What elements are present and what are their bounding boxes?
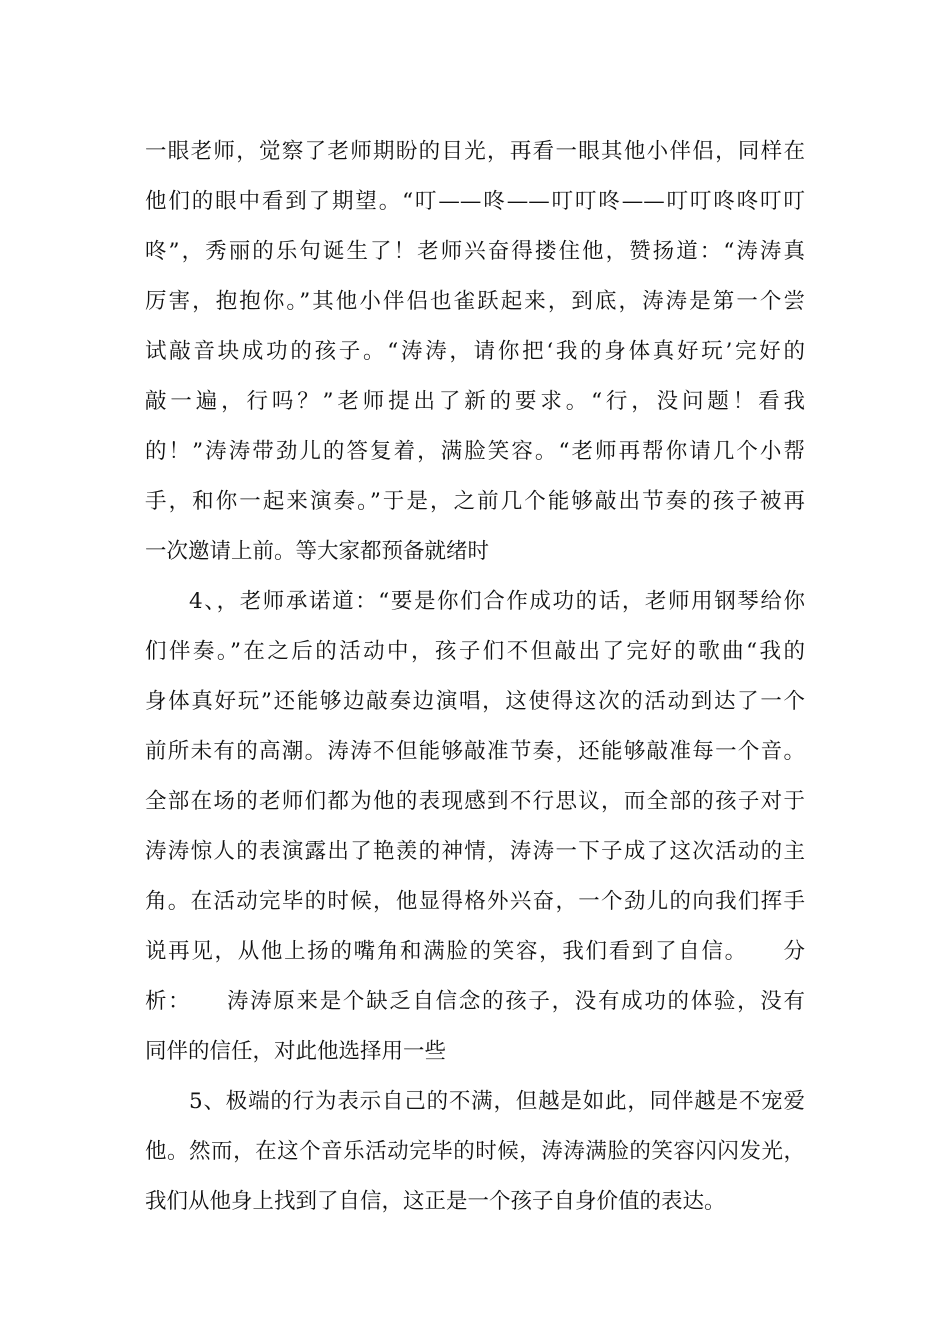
text-line: 一眼老师，觉察了老师期盼的目光，再看一眼其他小伴侣，同样在 — [145, 139, 805, 164]
paragraph-3 — [145, 1077, 805, 1227]
text-line: 他。然而，在这个音乐活动完毕的时候，涛涛满脸的笑容闪闪发光， — [145, 1139, 805, 1164]
text-line: 的！”涛涛带劲儿的答复着，满脸笑容。“老师再帮你请几个小帮 — [145, 439, 805, 464]
text-line: 身体真好玩”还能够边敲奏边演唱，这使得这次的活动到达了一个 — [145, 689, 805, 714]
text-line: 涛涛惊人的表演露出了艳羡的神情，涛涛一下子成了这次活动的主 — [145, 839, 805, 864]
paragraph-2 — [145, 577, 805, 1077]
text-line: 5、极端的行为表示自己的不满，但越是如此，同伴越是不宠爱 — [189, 1089, 805, 1114]
text-line: 们伴奏。”在之后的活动中，孩子们不但敲出了完好的歌曲“我的 — [145, 639, 805, 664]
text-line: 说再见，从他上扬的嘴角和满脸的笑容，我们看到了自信。 分 — [145, 939, 805, 964]
text-line: 手，和你一起来演奏。”于是，之前几个能够敲出节奏的孩子被再 — [145, 489, 805, 514]
text-line: 4、，老师承诺道：“要是你们合作成功的话，老师用钢琴给你 — [189, 589, 805, 614]
text-line: 全部在场的老师们都为他的表现感到不行思议，而全部的孩子对于 — [145, 789, 805, 814]
paragraph-1 — [145, 127, 805, 577]
text-line: 咚”，秀丽的乐句诞生了！老师兴奋得搂住他，赞扬道：“涛涛真 — [145, 239, 805, 264]
text-line: 角。在活动完毕的时候，他显得格外兴奋，一个劲儿的向我们挥手 — [145, 889, 805, 914]
text-line: 前所未有的高潮。涛涛不但能够敲准节奏，还能够敲准每一个音。 — [145, 739, 805, 764]
text-line: 他们的眼中看到了期望。“叮——咚——叮叮咚——叮叮咚咚叮叮 — [145, 189, 805, 214]
text-line: 同伴的信任，对此他选择用一些 — [145, 1039, 447, 1064]
text-line: 析： 涛涛原来是个缺乏自信念的孩子，没有成功的体验，没有 — [145, 989, 805, 1014]
text-line: 我们从他身上找到了自信，这正是一个孩子自身价值的表达。 — [145, 1189, 726, 1214]
text-line: 敲一遍，行吗？”老师提出了新的要求。“行，没问题！看我 — [145, 389, 805, 414]
text-line: 厉害，抱抱你。”其他小伴侣也雀跃起来，到底，涛涛是第一个尝 — [145, 289, 805, 314]
text-line: 一次邀请上前。等大家都预备就绪时 — [145, 539, 490, 564]
text-line: 试敲音块成功的孩子。“涛涛，请你把‘我的身体真好玩’完好的 — [145, 339, 805, 364]
